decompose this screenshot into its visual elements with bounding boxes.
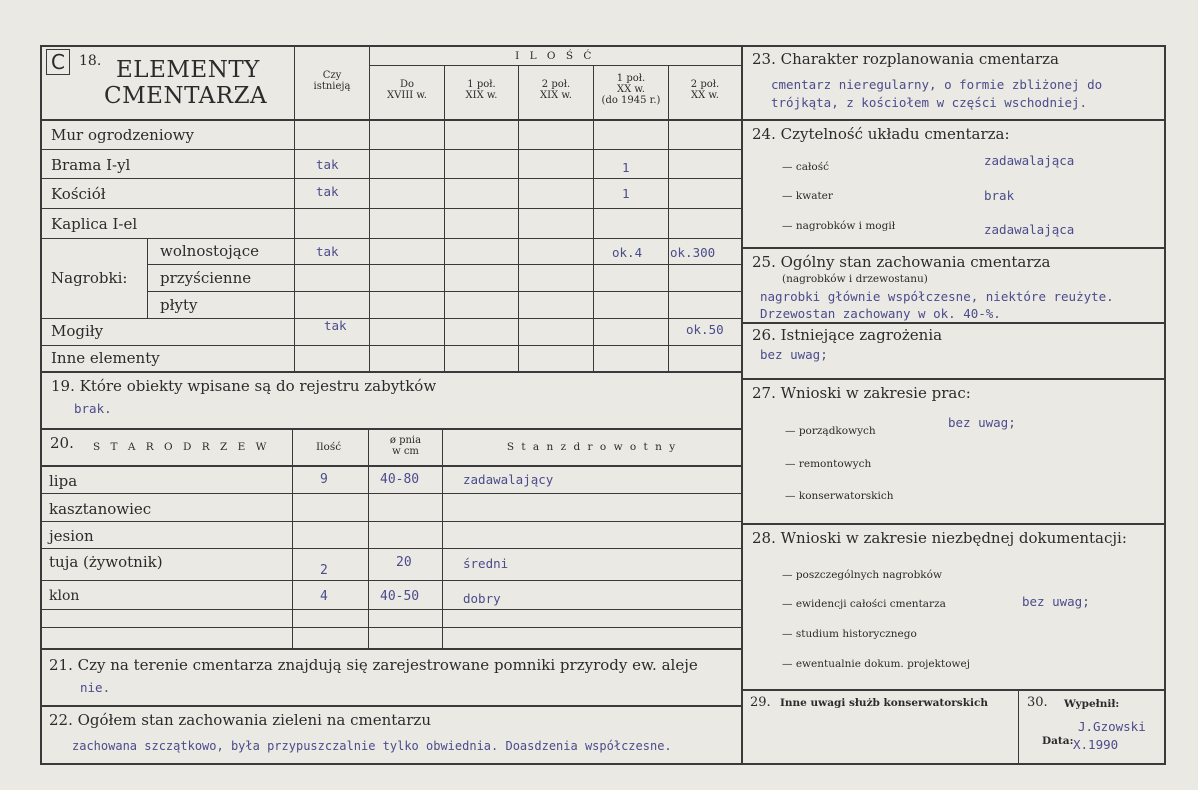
divider bbox=[741, 523, 1166, 525]
ilosc-header: I L O Ś Ć bbox=[515, 50, 595, 62]
s23-value-line2: trójkąta, z kościołem w części wschodniej. bbox=[771, 95, 1088, 110]
divider bbox=[442, 430, 443, 649]
period-header bbox=[519, 79, 593, 101]
row-label-kaplica: Kaplica I-el bbox=[51, 215, 138, 233]
section-title-line2: CMENTARZA bbox=[104, 83, 268, 109]
cell-value: tak bbox=[316, 184, 339, 199]
tree-name: lipa bbox=[49, 472, 78, 490]
s21-value: nie. bbox=[80, 680, 111, 695]
row-label-brama: Brama I-yl bbox=[51, 156, 131, 174]
tree-count: 4 bbox=[320, 589, 328, 604]
divider bbox=[40, 149, 741, 150]
period-line3: (do 1945 r.) bbox=[601, 95, 661, 106]
s25-value-line1: nagrobki głównie współczesne, niektóre reużyte. bbox=[760, 289, 1114, 304]
divider bbox=[741, 247, 1166, 249]
col-stan-header: S t a n z d r o w o t n y bbox=[506, 441, 678, 453]
s24-item-value: zadawalająca bbox=[984, 153, 1075, 168]
s26-label: 26. Istniejące zagrożenia bbox=[752, 326, 943, 344]
s30-date: X.1990 bbox=[1073, 737, 1119, 752]
period-header bbox=[370, 79, 444, 101]
divider bbox=[40, 609, 741, 610]
divider bbox=[147, 291, 741, 292]
divider bbox=[40, 345, 741, 346]
s24-item-label: — nagrobków i mogił bbox=[782, 220, 896, 232]
divider bbox=[741, 378, 1166, 380]
divider bbox=[40, 465, 741, 467]
row-label-przyscienne: przyścienne bbox=[160, 269, 252, 287]
col-czy-line2: istnieją bbox=[313, 81, 351, 92]
s20-title: S T A R O D R Z E W bbox=[93, 441, 270, 453]
row-label-plyty: płyty bbox=[160, 296, 198, 314]
s20-number: 20. bbox=[50, 434, 74, 452]
cell-value: tak bbox=[316, 157, 339, 172]
s27-item: — porządkowych bbox=[785, 425, 876, 437]
divider bbox=[147, 238, 148, 318]
s24-item-label: — całość bbox=[782, 161, 829, 173]
divider bbox=[741, 689, 1166, 691]
period-line2: XVIII w. bbox=[387, 90, 427, 101]
tree-count: 9 bbox=[320, 472, 328, 487]
s19-value: brak. bbox=[74, 401, 112, 416]
divider bbox=[40, 178, 741, 179]
s19-label: 19. Które obiekty wpisane są do rejestru zabytków bbox=[51, 377, 437, 395]
section-letter-box: C bbox=[46, 49, 70, 75]
s25-label: 25. Ogólny stan zachowania cmentarza bbox=[752, 253, 1051, 271]
s24-item-label: — kwater bbox=[782, 190, 833, 202]
s29-number: 29. bbox=[750, 695, 771, 710]
s24-label: 24. Czytelność układu cmentarza: bbox=[752, 125, 1010, 143]
divider bbox=[292, 430, 293, 649]
col-czy-line1: Czy bbox=[322, 70, 342, 81]
divider bbox=[40, 493, 741, 494]
s27-value: bez uwag; bbox=[948, 415, 1016, 430]
tree-name: tuja (żywotnik) bbox=[49, 553, 163, 571]
s30-label: Wypełnił: bbox=[1064, 698, 1120, 710]
divider bbox=[40, 238, 741, 239]
period-line2: XX w. bbox=[617, 84, 645, 95]
divider bbox=[40, 705, 741, 707]
col-ilosc-header: Ilość bbox=[316, 441, 342, 453]
row-label-wolnostojace: wolnostojące bbox=[160, 242, 259, 260]
divider bbox=[444, 65, 445, 371]
s27-item: — konserwatorskich bbox=[785, 490, 894, 502]
s22-label: 22. Ogółem stan zachowania zieleni na cmentarzu bbox=[49, 711, 431, 729]
s30-date-label: Data: bbox=[1042, 735, 1074, 747]
divider bbox=[40, 627, 741, 628]
divider bbox=[668, 65, 669, 371]
divider bbox=[40, 548, 741, 549]
cell-value: 1 bbox=[622, 160, 630, 175]
divider bbox=[40, 428, 741, 430]
divider bbox=[40, 318, 741, 319]
cell-value: ok.300 bbox=[670, 245, 716, 260]
tree-condition: dobry bbox=[463, 591, 501, 606]
s29-label: Inne uwagi służb konserwatorskich bbox=[780, 697, 988, 709]
s28-value: bez uwag; bbox=[1022, 594, 1090, 609]
divider bbox=[518, 65, 519, 371]
s28-item: — poszczególnych nagrobków bbox=[782, 569, 942, 581]
period-line2: XIX w. bbox=[465, 90, 498, 101]
section-number: 18. bbox=[79, 53, 102, 69]
s23-value-line1: cmentarz nieregularny, o formie zbliżonej do bbox=[771, 77, 1103, 92]
divider bbox=[368, 430, 369, 649]
row-label-mogily: Mogiły bbox=[51, 322, 104, 340]
divider bbox=[40, 648, 741, 650]
row-label-kosciol: Kościół bbox=[51, 185, 106, 203]
period-line1: 1 poł. bbox=[616, 73, 646, 84]
period-line1: Do bbox=[399, 79, 415, 90]
cell-value: tak bbox=[316, 244, 339, 259]
s22-value: zachowana szczątkowo, była przypuszczalnie tylko obwiednia. Doasdzenia współczesne. bbox=[72, 739, 672, 753]
period-line2: XX w. bbox=[691, 90, 719, 101]
tree-condition: zadawalający bbox=[463, 472, 554, 487]
row-label-nagrobki: Nagrobki: bbox=[51, 269, 128, 287]
s28-item: — ewentualnie dokum. projektowej bbox=[782, 658, 970, 670]
s23-label: 23. Charakter rozplanowania cmentarza bbox=[752, 50, 1059, 68]
row-label-mur: Mur ogrodzeniowy bbox=[51, 126, 194, 144]
s27-item: — remontowych bbox=[785, 458, 872, 470]
period-line1: 2 poł. bbox=[541, 79, 571, 90]
tree-count: 2 bbox=[320, 563, 328, 578]
s27-label: 27. Wnioski w zakresie prac: bbox=[752, 384, 971, 402]
divider bbox=[1018, 690, 1019, 765]
divider bbox=[40, 119, 741, 121]
tree-condition: średni bbox=[463, 556, 509, 571]
s26-value: bez uwag; bbox=[760, 347, 828, 362]
tree-diameter: 40-80 bbox=[380, 472, 420, 487]
tree-diameter: 40-50 bbox=[380, 589, 420, 604]
s30-number: 30. bbox=[1027, 695, 1048, 710]
s24-item-value: brak bbox=[984, 188, 1015, 203]
s25-sublabel: (nagrobków i drzewostanu) bbox=[782, 273, 928, 285]
s28-item: — ewidencji całości cmentarza bbox=[782, 598, 946, 610]
col-pnia-line2: w cm bbox=[392, 446, 419, 457]
col-pnia-line1: ø pnia bbox=[389, 435, 422, 446]
tree-name: jesion bbox=[49, 527, 94, 545]
divider bbox=[40, 371, 741, 373]
divider bbox=[593, 65, 594, 371]
s28-label: 28. Wnioski w zakresie niezbędnej dokumentacji: bbox=[752, 529, 1127, 547]
divider bbox=[369, 65, 741, 66]
divider bbox=[741, 45, 743, 765]
tree-name: kasztanowiec bbox=[49, 500, 152, 518]
s24-item-value: zadawalająca bbox=[984, 222, 1075, 237]
divider bbox=[40, 208, 741, 209]
row-label-inne: Inne elementy bbox=[51, 349, 160, 367]
divider bbox=[147, 264, 741, 265]
col-czy-header bbox=[296, 70, 368, 92]
s25-value-line2: Drzewostan zachowany w ok. 40-%. bbox=[760, 306, 1001, 321]
period-line2: XIX w. bbox=[540, 90, 572, 101]
divider bbox=[40, 521, 741, 522]
period-header bbox=[669, 79, 741, 101]
period-header bbox=[594, 73, 668, 106]
cell-value: ok.50 bbox=[686, 322, 724, 337]
divider bbox=[741, 322, 1166, 324]
divider bbox=[40, 580, 741, 581]
cell-value: 1 bbox=[622, 186, 630, 201]
divider bbox=[741, 119, 1166, 121]
cell-value: ok.4 bbox=[612, 245, 643, 260]
tree-name: klon bbox=[49, 588, 80, 604]
tree-diameter: 20 bbox=[396, 555, 412, 570]
s28-item: — studium historycznego bbox=[782, 628, 917, 640]
col-pnia-header bbox=[369, 435, 442, 457]
period-line1: 2 poł. bbox=[690, 79, 720, 90]
section-title-line1: ELEMENTY bbox=[116, 57, 260, 83]
s21-label: 21. Czy na terenie cmentarza znajdują się zarejestrowane pomniki przyrody ew. aleje bbox=[49, 656, 698, 674]
cell-value: tak bbox=[324, 318, 347, 333]
period-line1: 1 poł. bbox=[467, 79, 496, 90]
s30-name: J.Gzowski bbox=[1078, 719, 1146, 734]
period-header bbox=[445, 79, 518, 101]
